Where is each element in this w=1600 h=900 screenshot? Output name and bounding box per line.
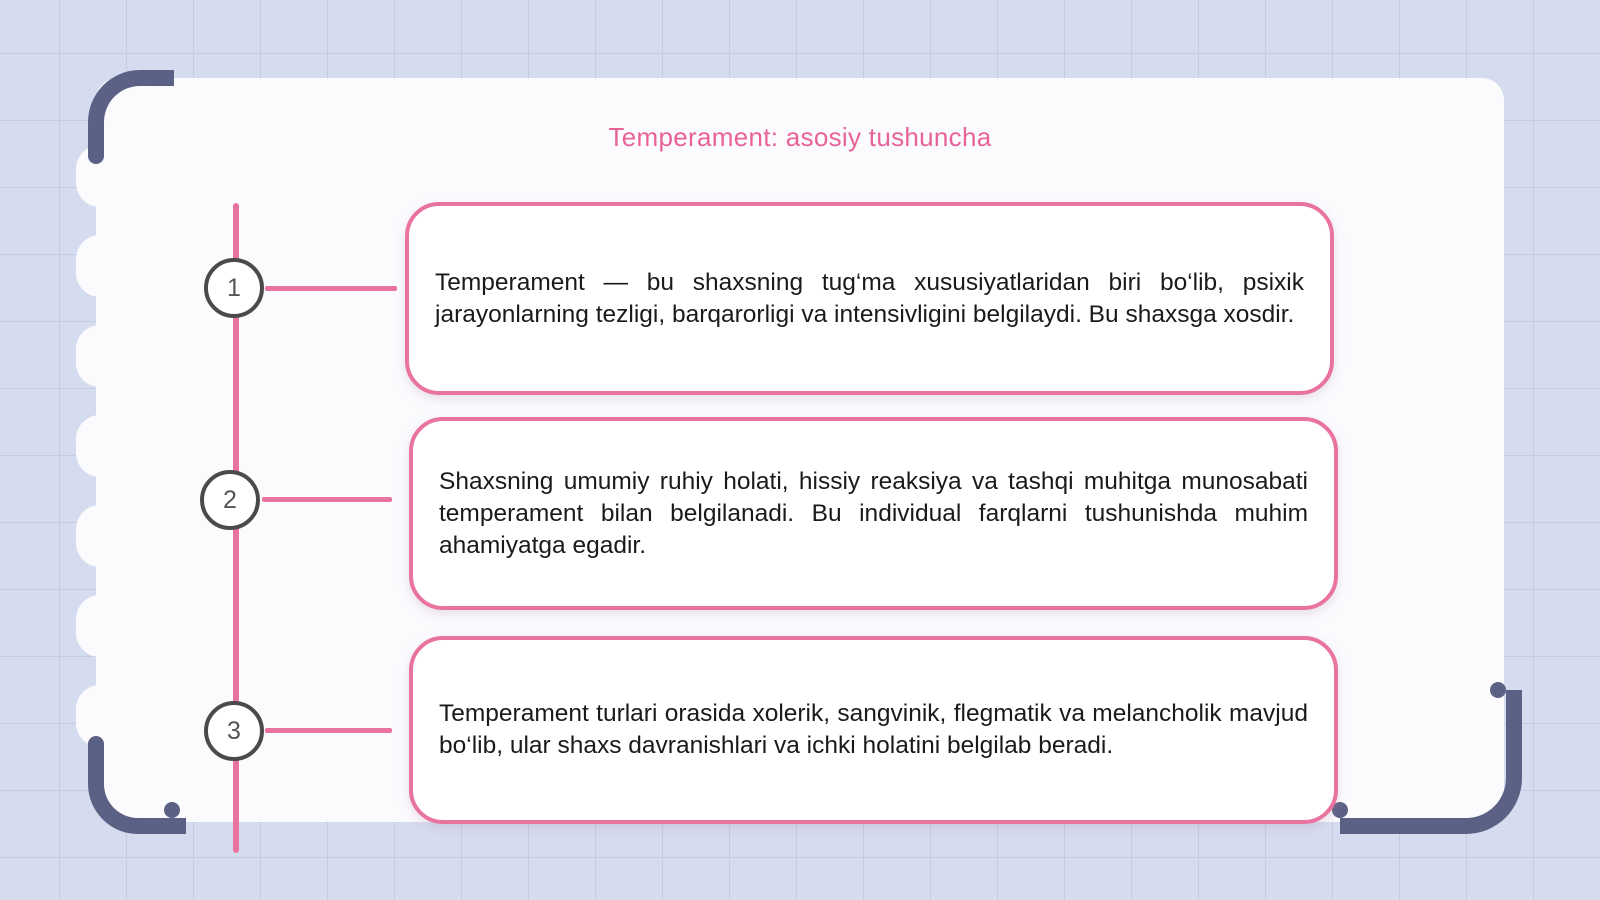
paper-tab <box>76 595 124 657</box>
info-card-1 <box>405 202 1334 395</box>
paper-tab <box>76 235 124 297</box>
step-number: 3 <box>227 716 241 745</box>
timeline-connector <box>262 497 392 502</box>
timeline-connector <box>265 286 397 291</box>
corner-bracket-cap <box>1490 682 1506 698</box>
step-number: 2 <box>223 485 237 514</box>
corner-bracket-cap <box>152 70 168 86</box>
info-card-2 <box>409 417 1338 610</box>
step-marker-1 <box>204 258 264 318</box>
paper-tab <box>76 415 124 477</box>
corner-bracket-cap <box>88 148 104 164</box>
step-marker-2 <box>200 470 260 530</box>
paper-tab <box>76 325 124 387</box>
corner-bracket-cap <box>164 802 180 818</box>
card-text: Temperament turlari orasida xolerik, sangvinik, flegmatik va melancholik mavjud bo‘lib, ular shaxs davranishlari va ichki holatini belgilab beradi. <box>439 700 1308 759</box>
timeline-connector <box>265 728 392 733</box>
step-number: 1 <box>227 273 241 302</box>
step-marker-3 <box>204 701 264 761</box>
page-title: Temperament: asosiy tushuncha <box>608 122 992 152</box>
paper-tab <box>76 505 124 567</box>
corner-bracket-bottom-left <box>88 744 186 834</box>
card-text: Shaxsning umumiy ruhiy holati, hissiy reaksiya va tashqi muhitga munosabati temperament bilan belgilanadi. Bu individual farqlarni tushunishda muhim ahamiyatga egadir. <box>439 467 1308 559</box>
corner-bracket-bottom-right <box>1340 690 1522 834</box>
card-text: Temperament — bu shaxsning tug‘ma xususiyatlaridan biri bo‘lib, psixik jarayonlarning tezligi, barqarorligi va intensivligini belgilaydi. Bu shaxsga xosdir. <box>435 268 1304 328</box>
corner-bracket-cap <box>88 736 104 752</box>
info-card-3 <box>409 636 1338 824</box>
